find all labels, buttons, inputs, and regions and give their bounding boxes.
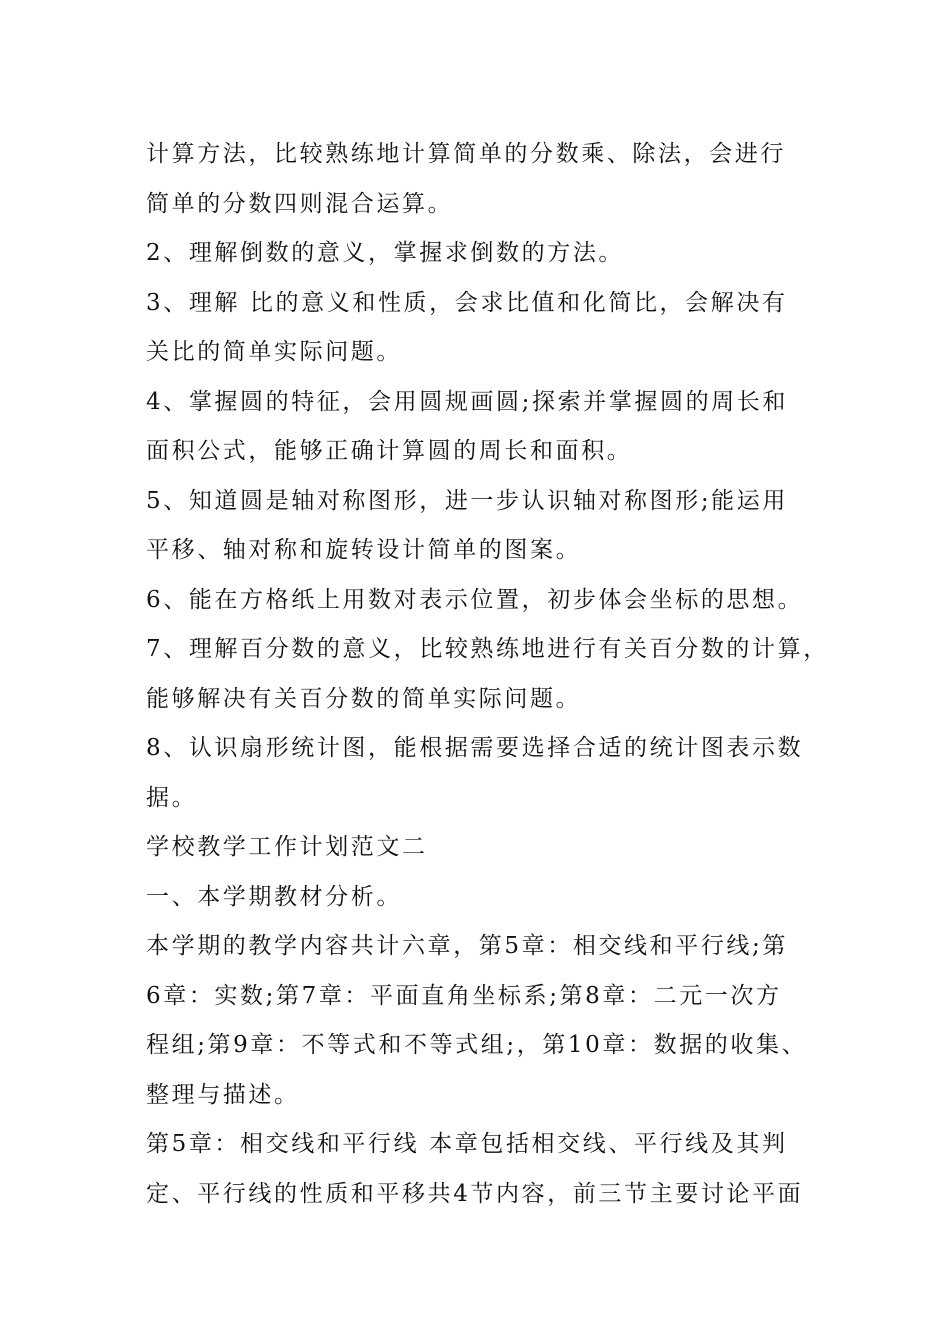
- text-line: 面积公式，能够正确计算圆的周长和面积。: [146, 438, 633, 464]
- text-line: 第5章：相交线和平行线 本章包括相交线、平行线及其判: [146, 1131, 788, 1157]
- text-line: 定、平行线的性质和平移共4节内容，前三节主要讨论平面: [146, 1180, 804, 1207]
- text-line: 7、理解百分数的意义，比较熟练地进行有关百分数的计算，: [146, 636, 829, 662]
- text-line: 6章：实数;第7章：平面直角坐标系;第8章：二元一次方: [146, 982, 782, 1009]
- text-line: 2、理解倒数的意义，掌握求倒数的方法。: [146, 240, 625, 266]
- section-heading: 学校教学工作计划范文二: [146, 834, 428, 860]
- text-line: 8、认识扇形统计图，能根据需要选择合适的统计图表示数: [146, 735, 804, 761]
- text-line: 4、掌握圆的特征，会用圆规画圆;探索并掌握圆的周长和: [146, 388, 788, 415]
- text-line: 平移、轴对称和旋转设计简单的图案。: [146, 537, 582, 563]
- text-line: 计算方法，比较熟练地计算简单的分数乘、除法，会进行: [146, 141, 786, 167]
- text-line: 5、知道圆是轴对称图形，进一步认识轴对称图形;能运用: [146, 487, 788, 514]
- text-line: 本学期的教学内容共计六章，第5章：相交线和平行线;第: [146, 933, 788, 959]
- text-line: 程组;第9章：不等式和不等式组;，第10章：数据的收集、: [146, 1032, 808, 1058]
- text-line: 6、能在方格纸上用数对表示位置，初步体会坐标的思想。: [146, 586, 804, 613]
- text-line: 3、理解 比的意义和性质，会求比值和化简比，会解决有: [146, 289, 788, 316]
- text-line: 整理与描述。: [146, 1081, 300, 1108]
- text-line: 关比的简单实际问题。: [146, 339, 402, 365]
- document-body: [146, 130, 836, 1219]
- text-line: 能够解决有关百分数的简单实际问题。: [146, 685, 582, 712]
- text-line: 简单的分数四则混合运算。: [146, 190, 454, 217]
- subsection-heading: 一、本学期教材分析。: [146, 883, 402, 910]
- text-line: 据。: [146, 784, 198, 811]
